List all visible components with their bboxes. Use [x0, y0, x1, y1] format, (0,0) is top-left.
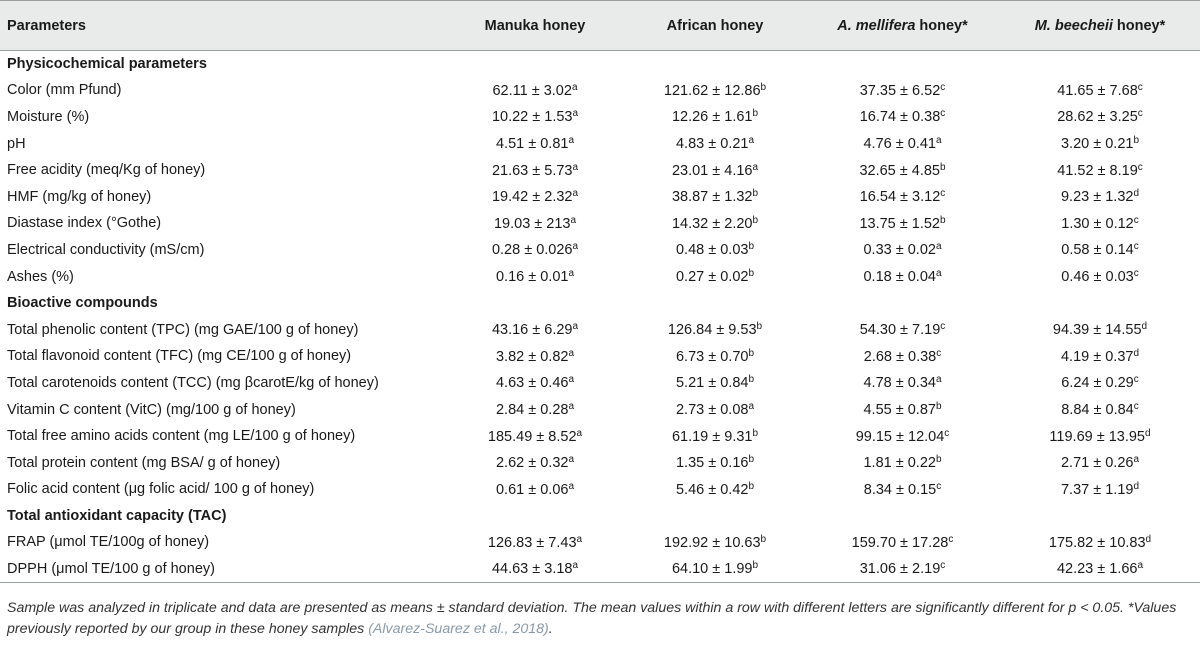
- significance-letter: b: [748, 454, 755, 466]
- significance-letter: d: [1133, 480, 1140, 492]
- value-cell: [445, 370, 625, 397]
- value-cell: [805, 130, 1000, 157]
- mean-sd-value: 121.62 ± 12.86: [663, 82, 761, 99]
- row-label: Total free amino acids content (mg LE/100 g of honey): [7, 428, 356, 445]
- value-cell: [445, 449, 625, 476]
- significance-letter: b: [752, 108, 759, 120]
- value-cell: [805, 556, 1000, 583]
- table-row: [0, 423, 1200, 450]
- mean-sd-value: 44.63 ± 3.18: [491, 561, 573, 578]
- mean-sd-value: 31.06 ± 2.19: [859, 561, 941, 578]
- value-cell: [1000, 104, 1200, 131]
- value-cell: [805, 423, 1000, 450]
- footnote-end: .: [548, 621, 553, 637]
- mean-sd-value: 8.34 ± 0.15: [863, 481, 937, 498]
- mean-sd-value: 3.20 ± 0.21: [1060, 136, 1134, 153]
- value-cell: [445, 476, 625, 503]
- value-cell: [1000, 423, 1200, 450]
- value-cell: [625, 263, 805, 290]
- mean-sd-value: 0.33 ± 0.02: [863, 242, 936, 259]
- value-cell: [445, 343, 625, 370]
- significance-letter: b: [935, 454, 942, 466]
- significance-letter: a: [572, 161, 579, 173]
- table-body: [0, 51, 1200, 583]
- row-label: Total protein content (mg BSA/ g of honey): [7, 454, 281, 471]
- significance-letter: a: [576, 427, 583, 439]
- significance-letter: a: [935, 135, 942, 147]
- significance-letter: c: [940, 188, 946, 200]
- row-label: Free acidity (meq/Kg of honey): [7, 162, 206, 179]
- value-cell: [625, 316, 805, 343]
- value-cell: [1000, 237, 1200, 264]
- value-cell: [625, 210, 805, 237]
- significance-letter: a: [572, 241, 579, 253]
- value-cell: [805, 237, 1000, 264]
- mean-sd-value: 0.18 ± 0.04: [863, 269, 936, 286]
- mean-sd-value: 0.61 ± 0.06: [495, 481, 569, 498]
- significance-letter: a: [748, 135, 755, 147]
- table-row: [0, 316, 1200, 343]
- value-cell: [1000, 396, 1200, 423]
- mean-sd-value: 0.58 ± 0.14: [1061, 242, 1134, 259]
- row-label: pH: [7, 135, 26, 152]
- mean-sd-value: 5.46 ± 0.42: [675, 481, 749, 498]
- value-cell: [1000, 556, 1200, 583]
- significance-letter: b: [935, 401, 942, 413]
- mean-sd-value: 175.82 ± 10.83: [1048, 534, 1146, 551]
- significance-letter: a: [935, 374, 942, 386]
- row-label: Moisture (%): [7, 108, 90, 125]
- significance-letter: a: [752, 161, 759, 173]
- significance-letter: b: [748, 480, 755, 492]
- section-row: [0, 503, 1200, 530]
- significance-letter: a: [568, 347, 575, 359]
- footnote-text: Sample was analyzed in triplicate and data are presented as means ± standard deviation. The mean values within a row with different letters are significantly different for p < 0.05. *Values previously reported by our group in these honey samples: [7, 600, 1177, 637]
- value-cell: [805, 476, 1000, 503]
- value-cell: [805, 396, 1000, 423]
- mean-sd-value: 0.46 ± 0.03: [1061, 269, 1134, 286]
- mean-sd-value: 62.11 ± 3.02: [492, 82, 572, 99]
- mean-sd-value: 0.27 ± 0.02: [675, 269, 749, 286]
- mean-sd-value: 9.23 ± 1.32: [1060, 189, 1134, 206]
- row-label: Electrical conductivity (mS/cm): [7, 241, 205, 258]
- table-row: [0, 183, 1200, 210]
- significance-letter: c: [1133, 374, 1139, 386]
- row-label: Color (mm Pfund): [7, 82, 122, 99]
- value-cell: [445, 556, 625, 583]
- significance-letter: b: [748, 374, 755, 386]
- mean-sd-value: 16.74 ± 0.38: [859, 109, 941, 126]
- mean-sd-value: 8.84 ± 0.84: [1061, 402, 1134, 419]
- significance-letter: d: [1133, 347, 1140, 359]
- significance-letter: b: [752, 427, 759, 439]
- section-title: Total antioxidant capacity (TAC): [7, 507, 227, 524]
- value-cell: [625, 529, 805, 556]
- table-row: [0, 476, 1200, 503]
- mean-sd-value: 41.52 ± 8.19: [1057, 162, 1138, 179]
- mean-sd-value: 4.19 ± 0.37: [1060, 348, 1134, 365]
- significance-letter: b: [748, 347, 755, 359]
- significance-letter: b: [1133, 135, 1140, 147]
- significance-letter: a: [570, 214, 577, 226]
- mean-sd-value: 64.10 ± 1.99: [671, 561, 753, 578]
- significance-letter: a: [568, 454, 575, 466]
- table-row: [0, 130, 1200, 157]
- mean-sd-value: 159.70 ± 17.28: [851, 534, 949, 551]
- value-cell: [625, 556, 805, 583]
- mean-sd-value: 126.83 ± 7.43: [487, 534, 577, 551]
- value-cell: [445, 237, 625, 264]
- mean-sd-value: 99.15 ± 12.04: [855, 428, 945, 445]
- footnote-citation-link[interactable]: (Alvarez-Suarez et al., 2018): [368, 621, 549, 637]
- mean-sd-value: 1.30 ± 0.12: [1061, 215, 1134, 232]
- mean-sd-value: 42.23 ± 1.66: [1056, 561, 1138, 578]
- value-cell: [1000, 130, 1200, 157]
- value-cell: [805, 449, 1000, 476]
- mean-sd-value: 61.19 ± 9.31: [671, 428, 753, 445]
- mean-sd-value: 5.21 ± 0.84: [675, 375, 749, 392]
- header-row: [0, 1, 1200, 51]
- row-label: Diastase index (°Gothe): [7, 215, 162, 232]
- significance-letter: c: [948, 533, 954, 545]
- value-cell: [445, 263, 625, 290]
- mean-sd-value: 4.63 ± 0.46: [495, 375, 569, 392]
- mean-sd-value: 41.65 ± 7.68: [1057, 82, 1138, 99]
- mean-sd-value: 43.16 ± 6.29: [491, 322, 573, 339]
- significance-letter: a: [572, 188, 579, 200]
- value-cell: [445, 396, 625, 423]
- value-cell: [805, 316, 1000, 343]
- mean-sd-value: 126.84 ± 9.53: [667, 322, 757, 339]
- significance-letter: c: [940, 81, 946, 93]
- mean-sd-value: 2.68 ± 0.38: [863, 348, 937, 365]
- significance-letter: a: [568, 374, 575, 386]
- significance-letter: c: [1133, 241, 1139, 253]
- mean-sd-value: 38.87 ± 1.32: [671, 189, 753, 206]
- row-label: Total carotenoids content (TCC) (mg βcarotE/kg of honey): [7, 374, 379, 391]
- mean-sd-value: 0.48 ± 0.03: [675, 242, 749, 259]
- mean-sd-value: 7.37 ± 1.19: [1060, 481, 1134, 498]
- significance-letter: a: [568, 268, 575, 280]
- significance-letter: d: [1141, 321, 1148, 333]
- header-manuka: Manuka honey: [445, 1, 625, 51]
- significance-letter: c: [936, 480, 942, 492]
- value-cell: [445, 316, 625, 343]
- value-cell: [805, 104, 1000, 131]
- mean-sd-value: 2.62 ± 0.32: [495, 455, 569, 472]
- significance-letter: a: [576, 533, 583, 545]
- mean-sd-value: 2.71 ± 0.26: [1060, 455, 1134, 472]
- value-cell: [445, 130, 625, 157]
- significance-letter: c: [1137, 161, 1143, 173]
- mean-sd-value: 21.63 ± 5.73: [491, 162, 573, 179]
- table-row: [0, 343, 1200, 370]
- row-label: Vitamin C content (VitC) (mg/100 g of honey): [7, 401, 296, 418]
- significance-letter: d: [1145, 427, 1151, 439]
- significance-letter: a: [568, 480, 575, 492]
- mean-sd-value: 4.51 ± 0.81: [495, 136, 569, 153]
- mean-sd-value: 4.83 ± 0.21: [675, 136, 749, 153]
- header-beecheii-suffix: honey*: [1112, 17, 1166, 34]
- value-cell: [625, 370, 805, 397]
- significance-letter: a: [572, 108, 579, 120]
- mean-sd-value: 10.22 ± 1.53: [491, 109, 573, 126]
- significance-letter: b: [760, 81, 767, 93]
- significance-letter: b: [752, 214, 759, 226]
- row-label: Ashes (%): [7, 268, 74, 285]
- value-cell: [1000, 157, 1200, 184]
- table-row: [0, 370, 1200, 397]
- value-cell: [625, 343, 805, 370]
- table-footnote: [7, 598, 1195, 640]
- mean-sd-value: 16.54 ± 3.12: [859, 189, 941, 206]
- mean-sd-value: 14.32 ± 2.20: [671, 215, 753, 232]
- mean-sd-value: 13.75 ± 1.52: [859, 215, 940, 232]
- significance-letter: a: [571, 81, 578, 93]
- significance-letter: d: [1133, 188, 1140, 200]
- value-cell: [1000, 77, 1200, 104]
- value-cell: [805, 263, 1000, 290]
- mean-sd-value: 2.84 ± 0.28: [495, 402, 569, 419]
- value-cell: [805, 343, 1000, 370]
- value-cell: [625, 77, 805, 104]
- value-cell: [445, 157, 625, 184]
- mean-sd-value: 185.49 ± 8.52: [487, 428, 577, 445]
- table-header: [0, 1, 1200, 51]
- significance-letter: c: [940, 560, 946, 572]
- significance-letter: b: [760, 533, 767, 545]
- significance-letter: c: [1137, 108, 1143, 120]
- mean-sd-value: 94.39 ± 14.55: [1052, 322, 1142, 339]
- mean-sd-value: 4.55 ± 0.87: [863, 402, 936, 419]
- table-row: [0, 77, 1200, 104]
- mean-sd-value: 0.16 ± 0.01: [495, 269, 569, 286]
- table-row: [0, 529, 1200, 556]
- mean-sd-value: 1.35 ± 0.16: [675, 455, 749, 472]
- significance-letter: c: [1133, 214, 1139, 226]
- mean-sd-value: 0.28 ± 0.026: [491, 242, 573, 259]
- value-cell: [805, 210, 1000, 237]
- table-row: [0, 104, 1200, 131]
- header-mellifera-species: A. mellifera: [837, 17, 916, 34]
- header-parameters: Parameters: [0, 1, 445, 51]
- value-cell: [805, 77, 1000, 104]
- mean-sd-value: 4.78 ± 0.34: [863, 375, 936, 392]
- significance-letter: a: [568, 135, 575, 147]
- significance-letter: b: [939, 214, 946, 226]
- significance-letter: b: [756, 321, 763, 333]
- significance-letter: a: [1137, 560, 1144, 572]
- value-cell: [625, 449, 805, 476]
- significance-letter: b: [748, 268, 755, 280]
- table-row: [0, 157, 1200, 184]
- mean-sd-value: 3.82 ± 0.82: [495, 348, 569, 365]
- significance-letter: a: [935, 268, 942, 280]
- mean-sd-value: 28.62 ± 3.25: [1057, 109, 1138, 126]
- row-label: HMF (mg/kg of honey): [7, 188, 152, 205]
- value-cell: [1000, 263, 1200, 290]
- row-label: DPPH (μmol TE/100 g of honey): [0, 556, 445, 583]
- significance-letter: c: [940, 108, 946, 120]
- value-cell: [625, 476, 805, 503]
- value-cell: [445, 104, 625, 131]
- value-cell: [1000, 183, 1200, 210]
- mean-sd-value: 119.69 ± 13.95: [1049, 428, 1145, 445]
- significance-letter: c: [936, 347, 942, 359]
- value-cell: [445, 210, 625, 237]
- mean-sd-value: 6.73 ± 0.70: [675, 348, 749, 365]
- significance-letter: a: [572, 321, 579, 333]
- significance-letter: c: [1133, 401, 1139, 413]
- section-row: [0, 51, 1200, 78]
- value-cell: [1000, 529, 1200, 556]
- value-cell: [1000, 210, 1200, 237]
- significance-letter: c: [940, 321, 946, 333]
- value-cell: [445, 529, 625, 556]
- header-beecheii: [1000, 1, 1200, 51]
- mean-sd-value: 4.76 ± 0.41: [863, 136, 936, 153]
- section-title: Bioactive compounds: [7, 295, 158, 312]
- mean-sd-value: 2.73 ± 0.08: [675, 402, 749, 419]
- value-cell: [805, 529, 1000, 556]
- row-label: Folic acid content (μg folic acid/ 100 g of honey): [7, 481, 315, 498]
- value-cell: [445, 77, 625, 104]
- table-row: [0, 237, 1200, 264]
- significance-letter: b: [752, 560, 759, 572]
- mean-sd-value: 32.65 ± 4.85: [859, 162, 940, 179]
- significance-letter: d: [1145, 533, 1152, 545]
- value-cell: [625, 157, 805, 184]
- mean-sd-value: 54.30 ± 7.19: [859, 322, 941, 339]
- value-cell: [445, 423, 625, 450]
- significance-letter: a: [1133, 454, 1140, 466]
- value-cell: [805, 157, 1000, 184]
- mean-sd-value: 23.01 ± 4.16: [671, 162, 753, 179]
- mean-sd-value: 37.35 ± 6.52: [859, 82, 941, 99]
- value-cell: [625, 237, 805, 264]
- significance-letter: b: [748, 241, 755, 253]
- significance-letter: a: [748, 401, 755, 413]
- value-cell: [625, 423, 805, 450]
- table-row: [0, 449, 1200, 476]
- row-label: Total phenolic content (TPC) (mg GAE/100 g of honey): [7, 321, 359, 338]
- value-cell: [625, 396, 805, 423]
- value-cell: [1000, 476, 1200, 503]
- mean-sd-value: 6.24 ± 0.29: [1061, 375, 1134, 392]
- significance-letter: b: [752, 188, 759, 200]
- section-row: [0, 290, 1200, 317]
- value-cell: [805, 183, 1000, 210]
- mean-sd-value: 192.92 ± 10.63: [663, 534, 761, 551]
- mean-sd-value: 19.03 ± 213: [493, 215, 571, 232]
- significance-letter: a: [568, 401, 575, 413]
- value-cell: [1000, 343, 1200, 370]
- mean-sd-value: 1.81 ± 0.22: [863, 455, 936, 472]
- value-cell: [445, 183, 625, 210]
- significance-letter: a: [935, 241, 942, 253]
- table-row: [0, 210, 1200, 237]
- significance-letter: c: [944, 427, 950, 439]
- value-cell: [625, 183, 805, 210]
- mean-sd-value: 12.26 ± 1.61: [671, 109, 753, 126]
- value-cell: [1000, 449, 1200, 476]
- header-mellifera-suffix: honey*: [915, 17, 968, 34]
- mean-sd-value: 19.42 ± 2.32: [491, 189, 573, 206]
- significance-letter: a: [572, 560, 579, 572]
- table-row: [0, 556, 1200, 583]
- value-cell: [1000, 370, 1200, 397]
- value-cell: [625, 130, 805, 157]
- value-cell: [625, 104, 805, 131]
- value-cell: [805, 370, 1000, 397]
- table-row: [0, 263, 1200, 290]
- section-title: Physicochemical parameters: [7, 56, 207, 73]
- header-beecheii-species: M. beecheii: [1034, 17, 1113, 34]
- table-row: [0, 396, 1200, 423]
- header-mellifera: [805, 1, 1000, 51]
- row-label: Total flavonoid content (TFC) (mg CE/100 g of honey): [7, 348, 352, 365]
- significance-letter: c: [1133, 268, 1139, 280]
- header-african: African honey: [625, 1, 805, 51]
- significance-letter: c: [1137, 81, 1143, 93]
- value-cell: [1000, 316, 1200, 343]
- significance-letter: b: [939, 161, 946, 173]
- row-label: FRAP (μmol TE/100g of honey): [7, 534, 210, 551]
